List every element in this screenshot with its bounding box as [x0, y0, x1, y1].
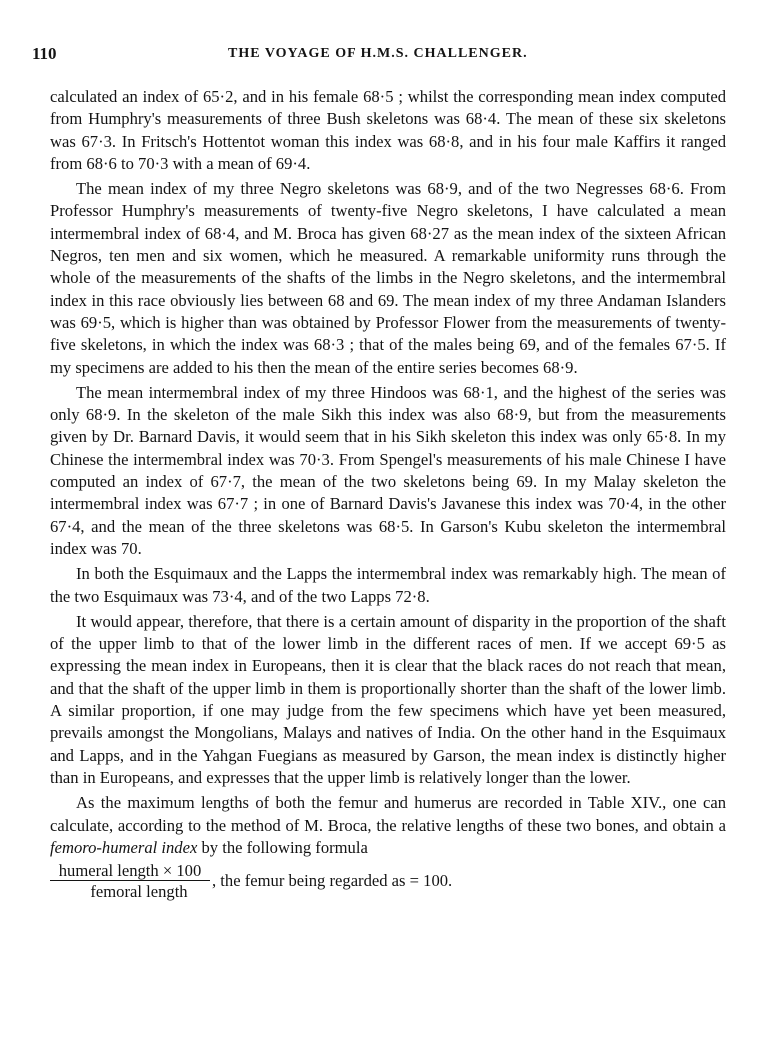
paragraph-6: [50, 792, 726, 859]
formula-fraction: [50, 861, 210, 902]
paragraph-1: calculated an index of 65·2, and in his female 68·5 ; whilst the corresponding mean index computed from Humphry's measurements of three Bush skeletons was 68·4. The mean of these six skeletons was 67·3. In Fritsch's Hottentot woman this index was 68·8, and in his four male Kaffirs it ranged from 68·6 to 70·3 with a mean of 69·4.: [50, 87, 726, 173]
page-number: 110: [32, 44, 57, 63]
paragraph-6-italic-term: femoro-humeral index: [50, 837, 198, 857]
paragraph-6-text-b: by the following formula: [197, 837, 368, 857]
paragraph-6-text-a: As the maximum lengths of both the femur and humerus are recorded in Table XIV., one can calculate, according to the method of M. Broca, the relative lengths of these two bones, and obtain a: [50, 793, 726, 835]
paragraph-4: In both the Esquimaux and the Lapps the intermembral index was remarkably high. The mean of the two Esquimaux was 73·4, and of the two Lapps 72·8.: [50, 564, 726, 606]
paragraph-3: The mean intermembral index of my three Hindoos was 68·1, and the highest of the series was only 68·9. In the skeleton of the male Sikh this index was also 68·9, but from the measurements given by Dr. Barnard Davis, it would seem that in his Sikh skeleton this index was only 65·8. In my Chinese the intermembral index was 70·3. From Spengel's measurements of his male Chinese I have computed an index of 67·7, the mean of the two skeletons being 69. In my Malay skeleton the intermembral index was 67·7 ; in one of Barnard Davis's Javanese this index was 70·4, in the other 67·4, and the mean of the three skeletons was 68·5. In Garson's Kubu skeleton the intermembral index was 70.: [50, 382, 726, 558]
paragraph-2: The mean index of my three Negro skeletons was 68·9, and of the two Negresses 68·6. From Professor Humphry's measurements of twenty-five Negro skeletons, I have calculated a mean intermembral index of 68·4, and M. Broca has given 68·27 as the mean index of the sixteen African Negros, ten men and six women, which he measured. A remarkable uniformity runs through the whole of the measurements of the shafts of the limbs in the Negro skeletons, and the intermembral index in this race obviously lies between 68 and 69. The mean index of my three Andaman Islanders was 69·5, which is higher than was obtained by Professor Flower from the measurements of twenty-five skeletons, in which the index was 68·3 ; that of the males being 69, and of the females 67·5. If my specimens are added to his then the mean of the entire series becomes 68·9.: [50, 179, 726, 377]
formula-denominator: femoral length: [90, 882, 188, 902]
paragraph-5: It would appear, therefore, that there is a certain amount of disparity in the proportion of the shaft of the upper limb to that of the lower limb in the different races of men. If we accept 69·5 as expressing the mean index in Europeans, then it is clear that the black races do not reach that mean, and that the shaft of the upper limb in them is proportionally shorter than the shaft of the lower limb. A similar proportion, if one may judge from the few specimens which have yet been measured, prevails amongst the Mongolians, Malays and natives of India. On the other hand in the Esquimaux and Lapps, and in the Yahgan Fuegians as measured by Garson, the mean index is distinctly higher than in Europeans, and expresses that the upper limb is relatively longer than the lower.: [50, 611, 726, 787]
page-header: [32, 44, 744, 68]
body-text: [50, 86, 726, 903]
formula-numerator: humeral length × 100: [50, 861, 210, 881]
formula: [50, 859, 726, 903]
running-title: THE VOYAGE OF H.M.S. CHALLENGER.: [228, 46, 528, 61]
formula-tail: , the femur being regarded as = 100.: [212, 871, 453, 891]
